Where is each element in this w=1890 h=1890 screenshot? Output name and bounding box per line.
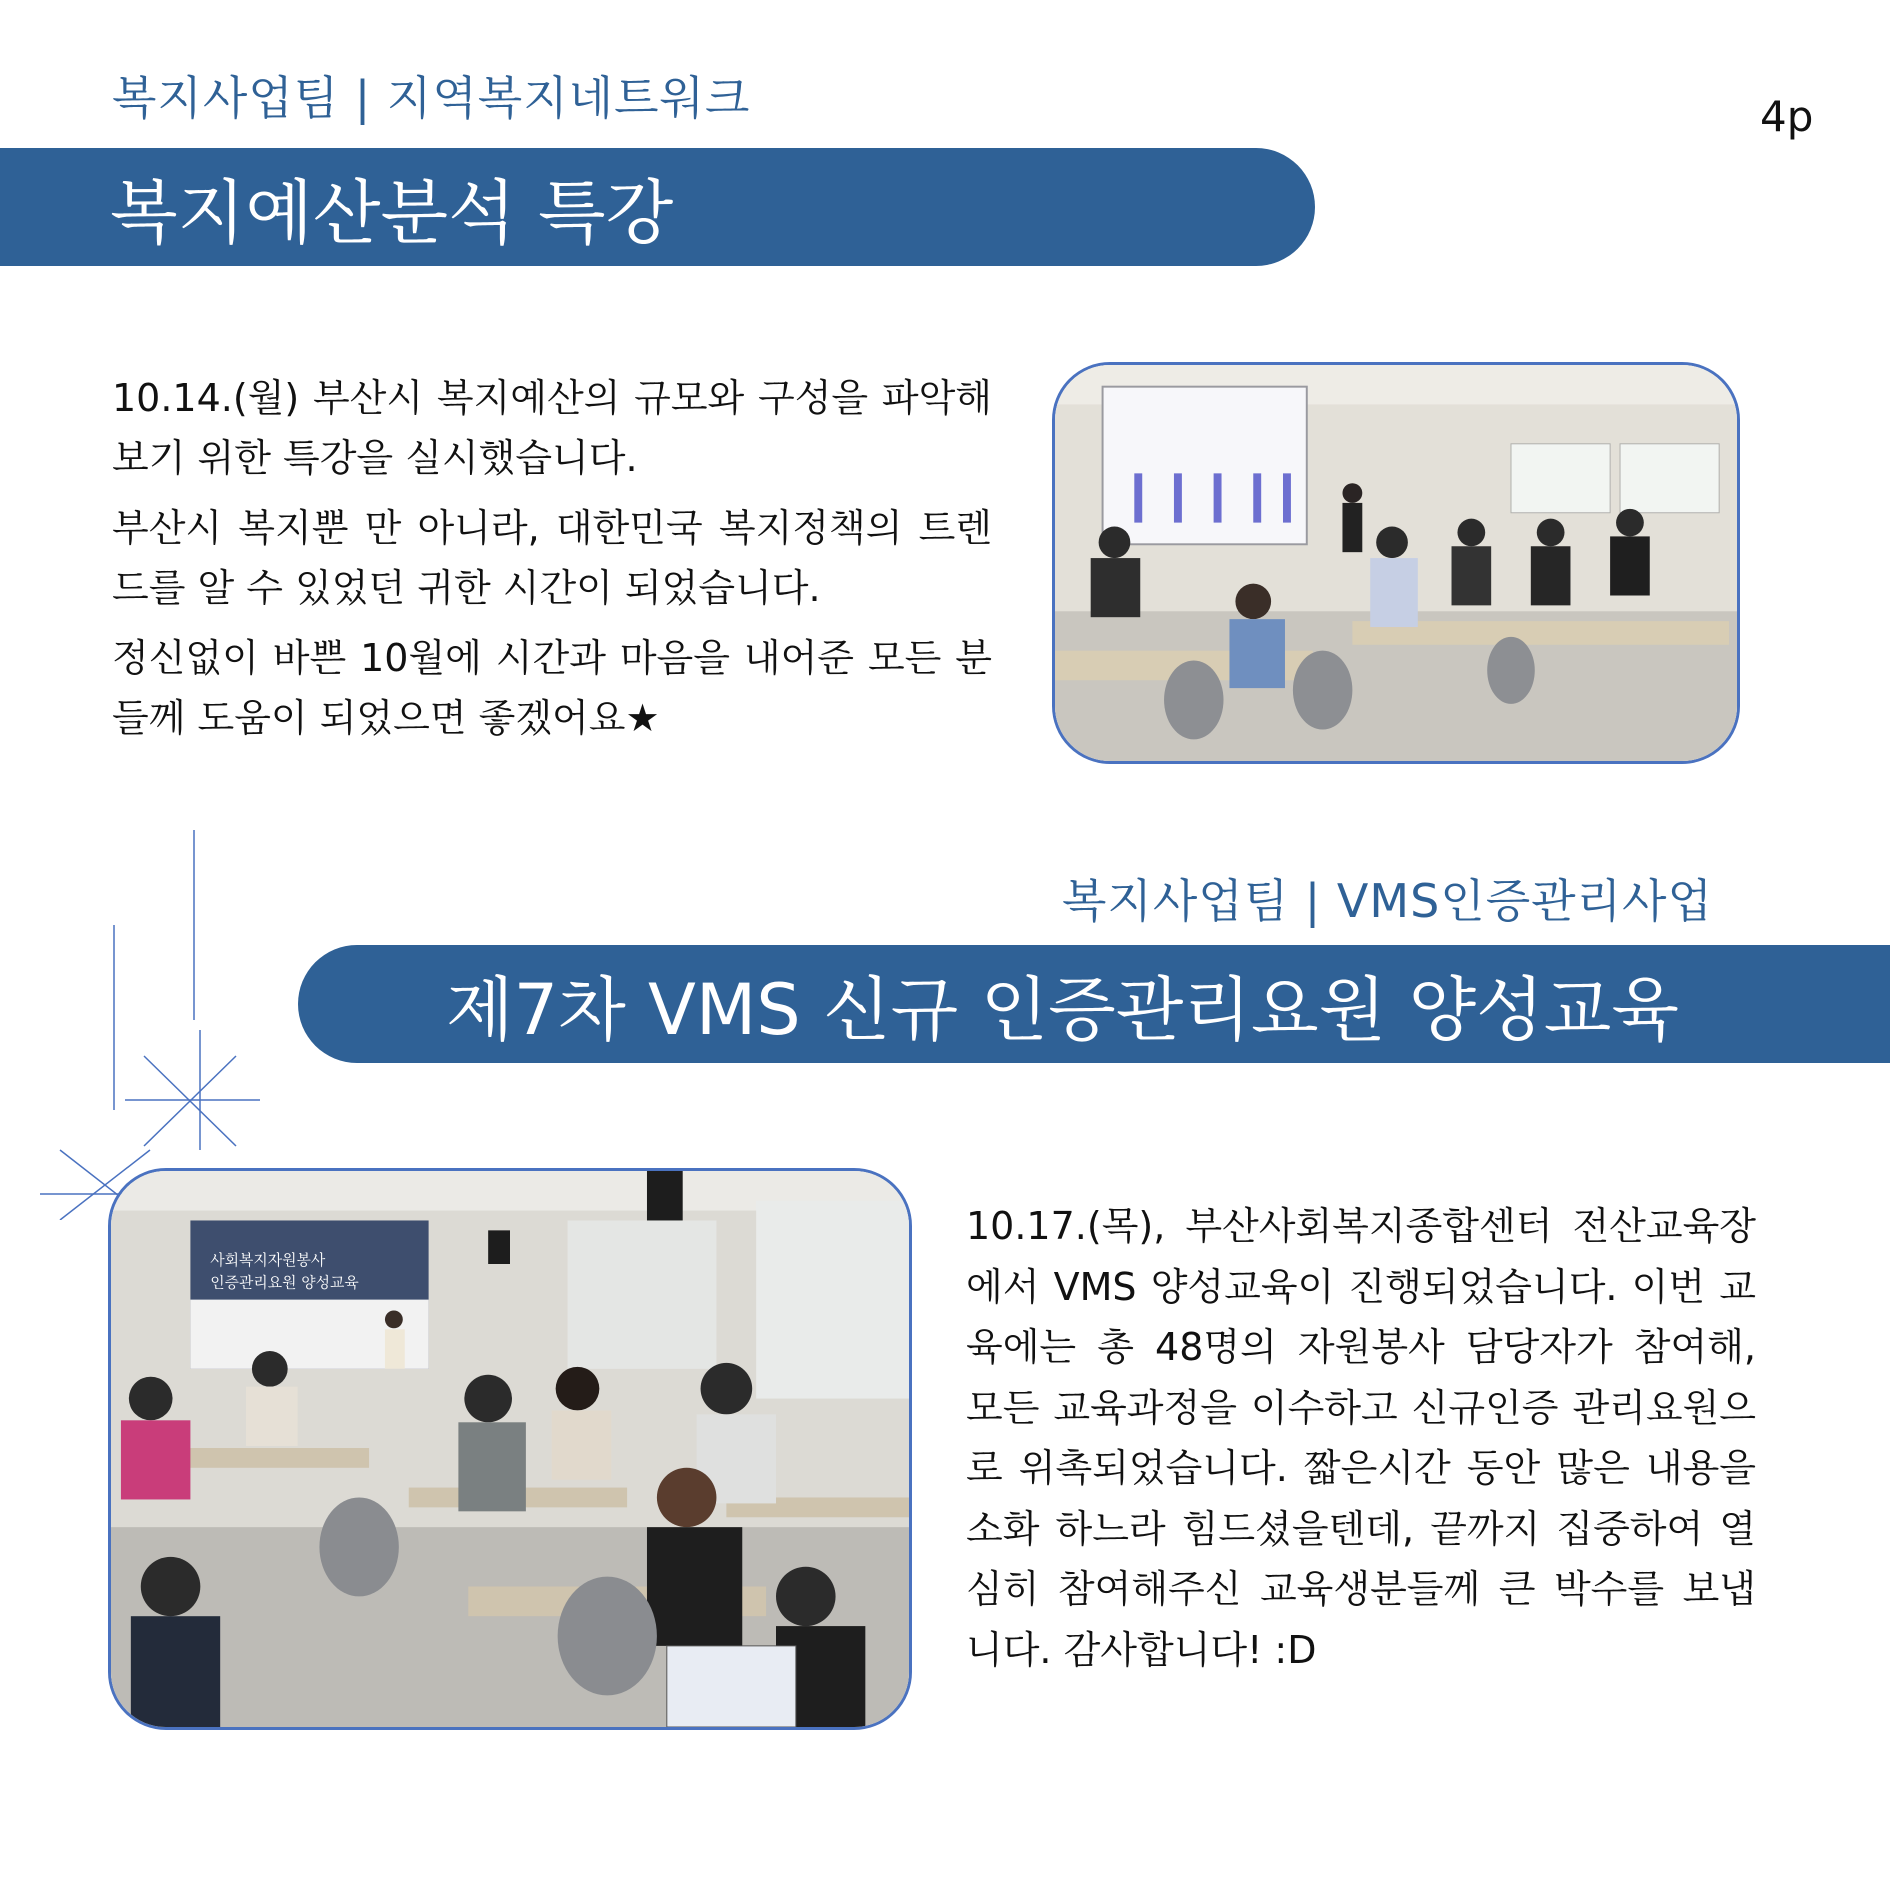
lecture-photo-illustration: [1055, 365, 1737, 761]
slide-title-line-1: 사회복지자원봉사: [210, 1251, 326, 1269]
section1-paragraph-3: 정신없이 바쁜 10월에 시간과 마음을 내어준 모든 분들께 도움이 되었으면 좋겠어요★: [112, 636, 992, 740]
section2-team-label: 복지사업팀 | VMS인증관리사업: [1062, 874, 1713, 928]
section1-paragraph-1: 10.14.(월) 부산시 복지예산의 규모와 구성을 파악해 보기 위한 특강을 실시했습니다.: [112, 376, 992, 480]
section2-title: 제7차 VMS 신규 인증관리요원 양성교육: [446, 968, 1679, 1051]
section2-paragraph: 10.17.(목), 부산사회복지종합센터 전산교육장에서 VMS 양성교육이 진행되었습니다. 이번 교육에는 총 48명의 자원봉사 담당자가 참여해, 모든 교육과정을 이수하고 신규인증 관리요원으로 위촉되었습니다. 짧은시간 동안 많은 내용을 소화 하느라 힘드셨을텐데, 끝까지 집중하여 열심히 참여해주신 교육생분들께 큰 박수를 보냅니다. 감사합니다! :D: [966, 1204, 1756, 1672]
sparkle-decoration-icon: [40, 820, 280, 1220]
section1-title: 복지예산분석 특강: [110, 171, 674, 254]
education-photo-illustration: [111, 1171, 909, 1727]
education-photo: [108, 1168, 912, 1730]
section2-body: [966, 1196, 1756, 1690]
section1-paragraph-2: 부산시 복지뿐 만 아니라, 대한민국 복지정책의 트렌드를 알 수 있었던 귀한 시간이 되었습니다.: [112, 506, 992, 610]
section1-title-banner: [0, 148, 1315, 266]
lecture-photo: [1052, 362, 1740, 764]
slide-title-line-2: 인증관리요원 양성교육: [210, 1273, 359, 1292]
section2-title-banner: [298, 945, 1890, 1063]
section1-body: [112, 368, 992, 758]
page-number: 4p: [1760, 92, 1814, 141]
section1-team-label: 복지사업팀 | 지역복지네트워크: [112, 71, 751, 125]
